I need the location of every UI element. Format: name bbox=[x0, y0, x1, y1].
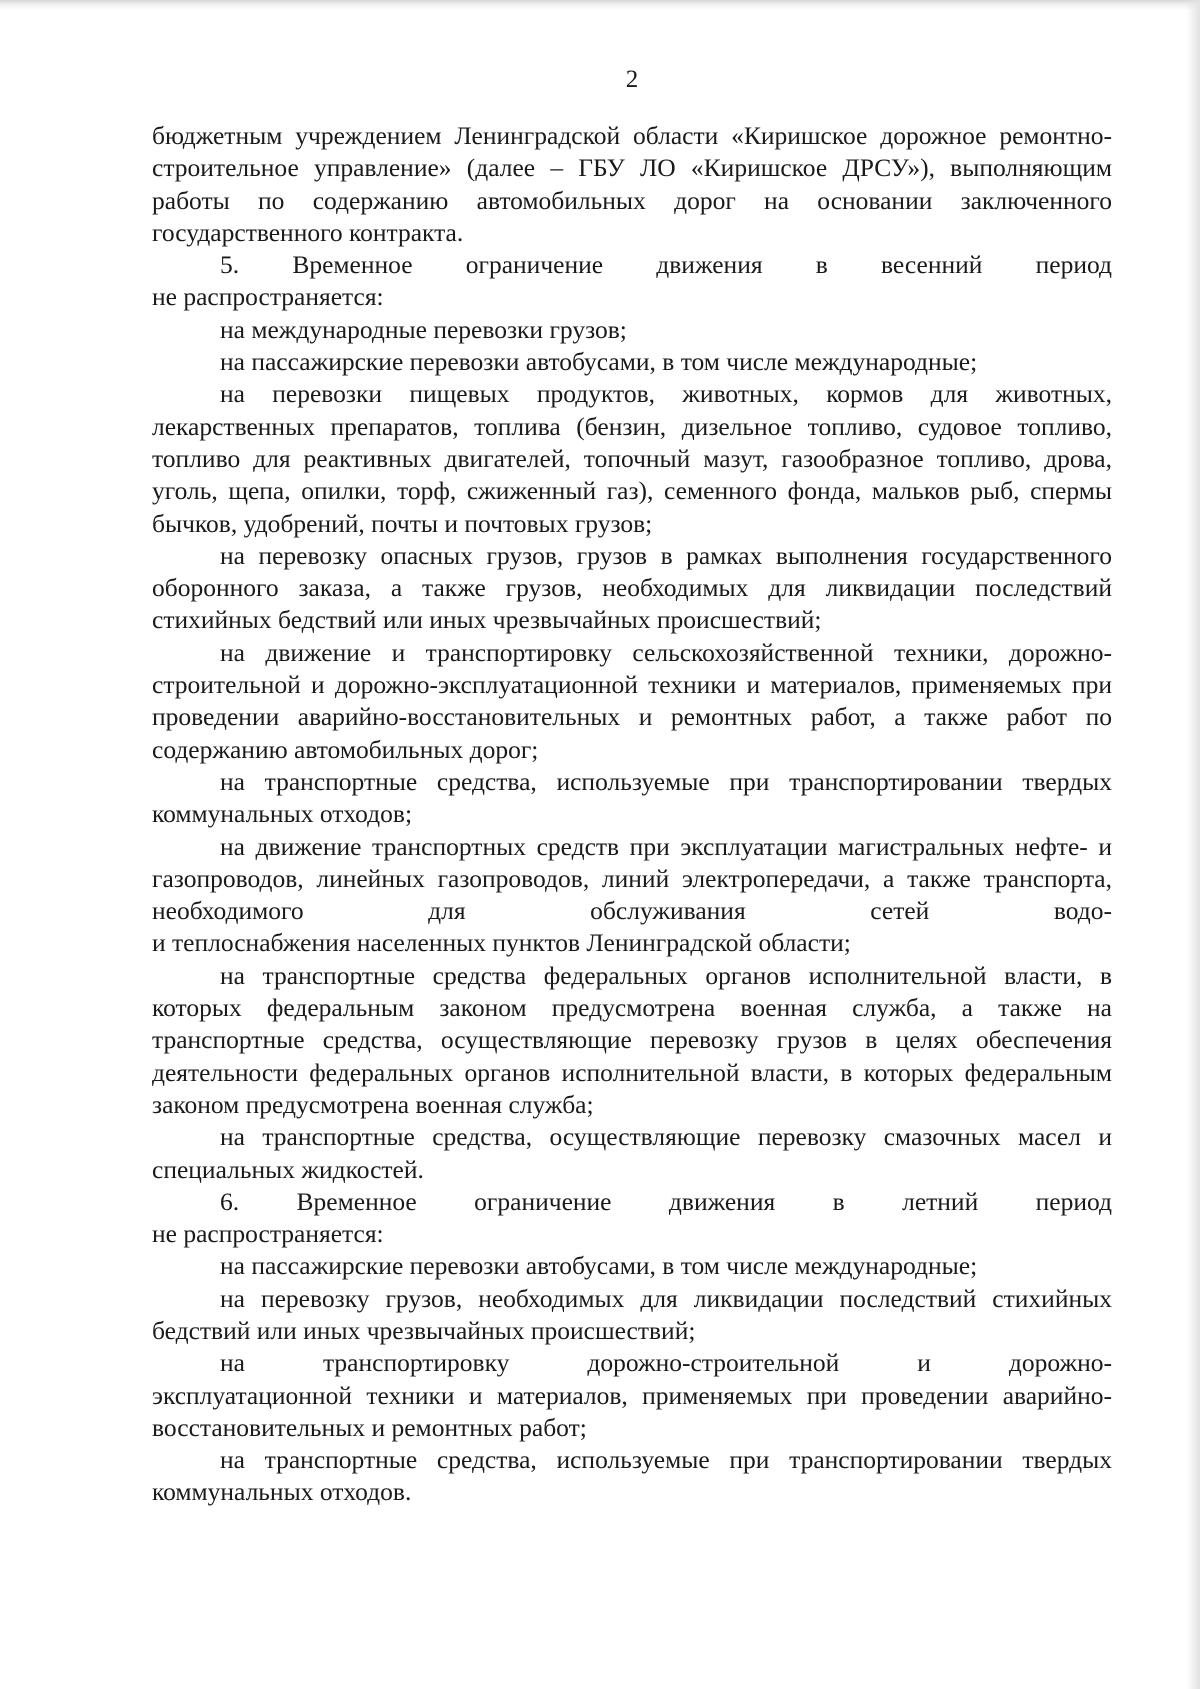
paragraph: на транспортные средства, осуществляющие перевозку смазочных масел и специальных жидкостей. bbox=[152, 1122, 1112, 1184]
paragraph: эксплуатационной техники и материалов, применяемых при проведении аварийно-восстановительных и ремонтных работ; bbox=[152, 1380, 1112, 1442]
paragraph: на транспортные средства, используемые при транспортировании твердых коммунальных отходов; bbox=[152, 766, 1112, 829]
paragraph: и теплоснабжения населенных пунктов Ленинградской области; bbox=[152, 928, 851, 958]
paragraph: на транспортные средства, используемые при транспортировании твердых коммунальных отходов. bbox=[152, 1445, 1112, 1507]
paragraph: не распространяется: bbox=[152, 1219, 384, 1249]
paragraph: 6. Временное ограничение движения в летний период bbox=[220, 1186, 1112, 1216]
scan-edge-top bbox=[0, 0, 1200, 10]
paragraph: на транспортные средства федеральных органов исполнительной власти, в которых федеральным законом предусмотрена военная служба, а также на транспортные средства, осуществляющие перевозку грузов в целях обеспечения деятельности федеральных органов исполнительной власти, в которых федеральным законом предусмотрена военная служба; bbox=[152, 960, 1112, 1119]
document-body bbox=[152, 120, 1112, 1509]
paragraph: на движение и транспортировку сельскохозяйственной техники, дорожно-строительной и дорожно-эксплуатационной техники и материалов, применяемых при проведении аварийно-восстановительных и ремонтных работ, а также работ по содержанию автомобильных дорог; bbox=[152, 637, 1112, 764]
paragraph: на перевозку грузов, необходимых для ликвидации последствий стихийных бедствий или иных чрезвычайных происшествий; bbox=[152, 1283, 1112, 1345]
paragraph: на пассажирские перевозки автобусами, в том числе международные; bbox=[220, 347, 978, 377]
paragraph: на перевозку опасных грузов, грузов в рамках выполнения государственного оборонного заказа, а также грузов, необходимых для ликвидации последствий стихийных бедствий или иных чрезвычайных происшествий; bbox=[152, 540, 1112, 635]
paragraph: 5. Временное ограничение движения в весенний период bbox=[220, 250, 1112, 280]
paragraph: на пассажирские перевозки автобусами, в том числе международные; bbox=[220, 1251, 978, 1281]
paragraph: бюджетным учреждением Ленинградской области «Киришское дорожное ремонтно-строительное управление» (далее – ГБУ ЛО «Киришское ДРСУ»), выполняющим работы по содержанию автомобильных дорог на основании заключенного государственного контракта. bbox=[152, 121, 1112, 247]
page-number: 2 bbox=[625, 66, 639, 93]
paragraph: не распространяется: bbox=[152, 282, 384, 312]
paragraph: на международные перевозки грузов; bbox=[220, 314, 627, 344]
paragraph: на транспортировку дорожно-строительной и дорожно- bbox=[220, 1348, 1112, 1378]
paragraph: на движение транспортных средств при эксплуатации магистральных нефте- и газопроводов, линейных газопроводов, линий электропередачи, а также транспорта, необходимого для обслуживания сетей водо- bbox=[152, 831, 1112, 926]
scan-edge-right bbox=[1186, 0, 1200, 1689]
paragraph: на перевозки пищевых продуктов, животных, кормов для животных, лекарственных препаратов, топлива (бензин, дизельное топливо, судовое топливо, топливо для реактивных двигателей, топочный мазут, газообразное топливо, дрова, уголь, щепа, опилки, торф, сжиженный газ), семенного фонда, мальков рыб, спермы бычков, удобрений, почты и почтовых грузов; bbox=[152, 379, 1112, 538]
